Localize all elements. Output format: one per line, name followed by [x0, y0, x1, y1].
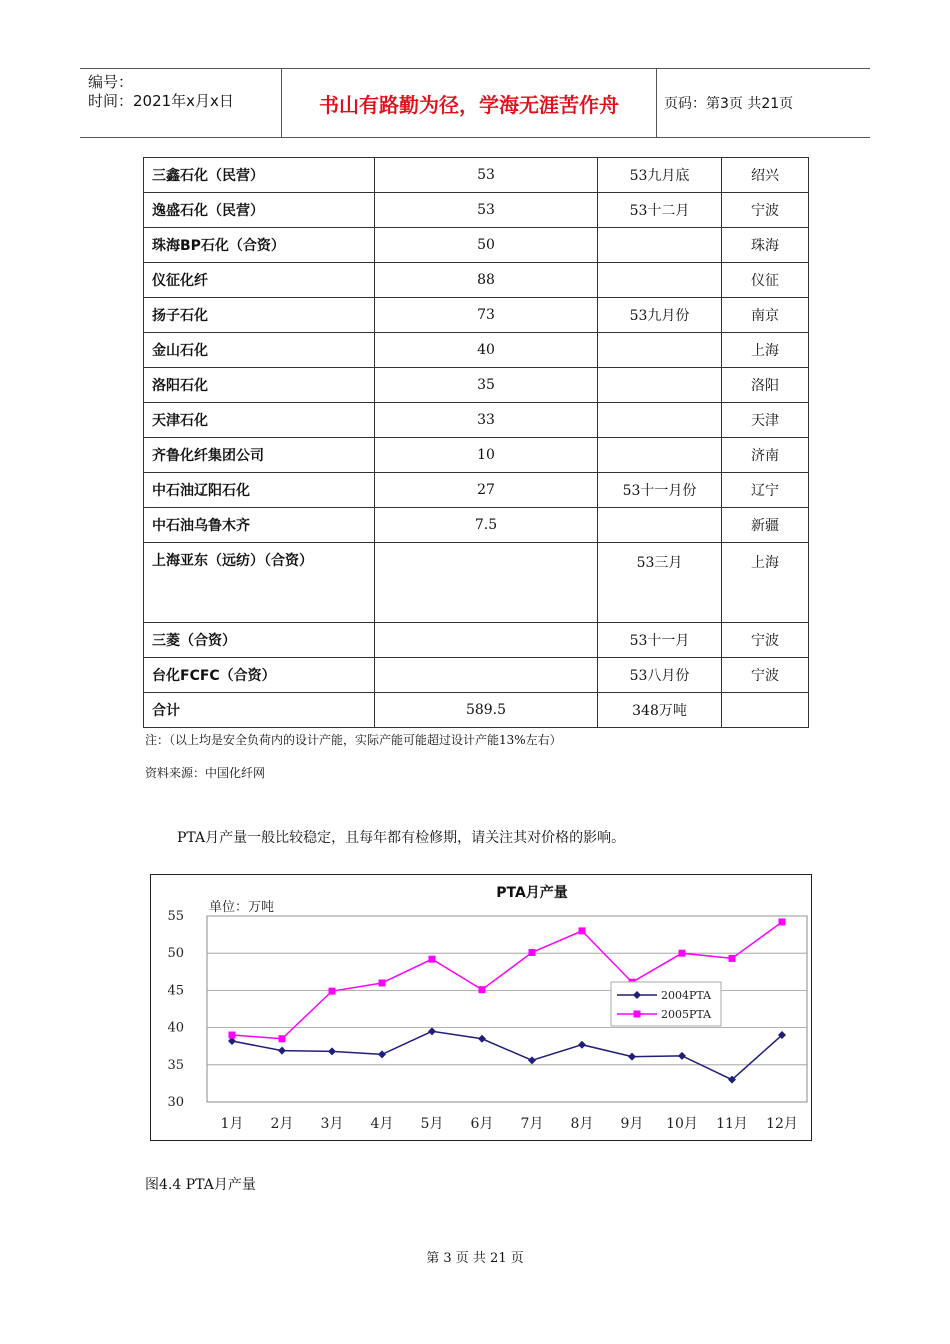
capacity-table-body	[144, 158, 809, 728]
table-row	[144, 508, 809, 543]
capacity-cell: 10	[375, 438, 598, 473]
x-tick-label: 6月	[470, 1116, 494, 1132]
table-row	[144, 658, 809, 693]
chart-title: PTA月产量	[496, 885, 568, 901]
company-name-cell: 合计	[144, 693, 375, 728]
location-cell: 宁波	[722, 193, 809, 228]
planned-capacity-cell	[598, 228, 722, 263]
location-cell: 洛阳	[722, 368, 809, 403]
location-cell: 上海	[722, 333, 809, 368]
page-footer: 第 3 页 共 21 页	[426, 1251, 524, 1266]
document-date: 时间：2021年x月x日	[88, 92, 234, 110]
x-tick-label: 9月	[620, 1116, 644, 1132]
company-name-cell: 逸盛石化（民营）	[144, 193, 375, 228]
data-point	[729, 955, 736, 962]
data-point	[279, 1035, 286, 1042]
capacity-cell: 40	[375, 333, 598, 368]
table-row	[144, 333, 809, 368]
data-point	[479, 986, 486, 993]
data-point	[679, 950, 686, 957]
capacity-cell: 27	[375, 473, 598, 508]
company-name-cell: 中石油乌鲁木齐	[144, 508, 375, 543]
header-page-info: 页码：第3页 共21页	[664, 96, 794, 112]
company-name-cell: 洛阳石化	[144, 368, 375, 403]
chart-frame	[150, 874, 812, 1141]
company-name-cell: 台化FCFC（合资）	[144, 658, 375, 693]
legend-marker	[634, 1011, 641, 1018]
x-tick-label: 1月	[220, 1116, 244, 1132]
location-cell: 上海	[722, 543, 809, 623]
capacity-cell: 53	[375, 158, 598, 193]
table-row	[144, 158, 809, 193]
company-name-cell: 扬子石化	[144, 298, 375, 333]
location-cell: 仪征	[722, 263, 809, 298]
line-chart	[151, 875, 811, 1140]
capacity-cell: 73	[375, 298, 598, 333]
table-row	[144, 263, 809, 298]
capacity-cell: 50	[375, 228, 598, 263]
company-name-cell: 上海亚东（远纺）（合资）	[144, 543, 375, 623]
location-cell: 绍兴	[722, 158, 809, 193]
company-name-cell: 天津石化	[144, 403, 375, 438]
planned-capacity-cell	[598, 508, 722, 543]
table-row	[144, 298, 809, 333]
y-tick-label: 45	[167, 983, 184, 999]
planned-capacity-cell: 53十一月份	[598, 473, 722, 508]
planned-capacity-cell: 53九月份	[598, 298, 722, 333]
table-note: 注：（以上均是安全负荷内的设计产能，实际产能可能超过设计产能13%左右）	[145, 733, 562, 747]
planned-capacity-cell	[598, 438, 722, 473]
data-point	[579, 927, 586, 934]
data-point	[529, 949, 536, 956]
legend-label: 2004PTA	[661, 989, 712, 1002]
location-cell: 宁波	[722, 658, 809, 693]
planned-capacity-cell: 53十一月	[598, 623, 722, 658]
company-name-cell: 三鑫石化（民营）	[144, 158, 375, 193]
table-row	[144, 543, 809, 623]
capacity-cell: 7.5	[375, 508, 598, 543]
company-name-cell: 三菱（合资）	[144, 623, 375, 658]
chart-unit-label: 单位：万吨	[209, 900, 275, 915]
table-row	[144, 403, 809, 438]
company-name-cell: 中石油辽阳石化	[144, 473, 375, 508]
x-tick-label: 8月	[570, 1116, 594, 1132]
planned-capacity-cell: 53九月底	[598, 158, 722, 193]
y-tick-label: 50	[167, 946, 184, 962]
planned-capacity-cell: 53八月份	[598, 658, 722, 693]
capacity-cell	[375, 543, 598, 623]
data-point	[329, 988, 336, 995]
company-name-cell: 金山石化	[144, 333, 375, 368]
capacity-cell	[375, 658, 598, 693]
location-cell: 珠海	[722, 228, 809, 263]
y-tick-label: 55	[167, 909, 184, 924]
location-cell: 新疆	[722, 508, 809, 543]
data-point	[429, 956, 436, 963]
y-tick-label: 40	[167, 1020, 184, 1036]
planned-capacity-cell	[598, 263, 722, 298]
table-row	[144, 473, 809, 508]
capacity-cell: 88	[375, 263, 598, 298]
data-point	[379, 979, 386, 986]
planned-capacity-cell	[598, 333, 722, 368]
planned-capacity-cell	[598, 403, 722, 438]
x-tick-label: 2月	[270, 1116, 294, 1132]
location-cell: 南京	[722, 298, 809, 333]
x-tick-label: 10月	[666, 1116, 698, 1132]
company-name-cell: 齐鲁化纤集团公司	[144, 438, 375, 473]
header-meta	[80, 69, 281, 137]
table-row	[144, 438, 809, 473]
company-name-cell: 仪征化纤	[144, 263, 375, 298]
header-motto: 书山有路勤为径，学海无涯苦作舟	[281, 69, 657, 137]
location-cell	[722, 693, 809, 728]
x-tick-label: 5月	[420, 1116, 444, 1132]
capacity-cell: 589.5	[375, 693, 598, 728]
y-tick-label: 30	[167, 1095, 184, 1110]
capacity-cell	[375, 623, 598, 658]
planned-capacity-cell: 53三月	[598, 543, 722, 623]
table-row	[144, 193, 809, 228]
capacity-cell: 35	[375, 368, 598, 403]
x-tick-label: 7月	[520, 1116, 544, 1132]
planned-capacity-cell	[598, 368, 722, 403]
location-cell: 天津	[722, 403, 809, 438]
body-paragraph: PTA月产量一般比较稳定，且每年都有检修期，请关注其对价格的影响。	[177, 830, 626, 846]
table-row	[144, 623, 809, 658]
document-number-label: 编号：	[88, 73, 134, 91]
capacity-cell: 53	[375, 193, 598, 228]
y-tick-label: 35	[167, 1057, 184, 1073]
location-cell: 辽宁	[722, 473, 809, 508]
figure-caption: 图4.4 PTA月产量	[145, 1177, 256, 1193]
data-point	[779, 918, 786, 925]
x-tick-label: 12月	[766, 1116, 798, 1132]
location-cell: 宁波	[722, 623, 809, 658]
location-cell: 济南	[722, 438, 809, 473]
page-header	[80, 68, 870, 138]
x-tick-label: 3月	[320, 1116, 344, 1132]
planned-capacity-cell: 348万吨	[598, 693, 722, 728]
table-source: 资料来源：中国化纤网	[145, 766, 266, 780]
x-tick-label: 11月	[716, 1116, 748, 1132]
x-tick-label: 4月	[370, 1116, 394, 1132]
legend-label: 2005PTA	[661, 1008, 712, 1021]
table-row	[144, 368, 809, 403]
capacity-cell: 33	[375, 403, 598, 438]
capacity-table	[143, 157, 809, 728]
company-name-cell: 珠海BP石化（合资）	[144, 228, 375, 263]
table-row	[144, 228, 809, 263]
table-row	[144, 693, 809, 728]
planned-capacity-cell: 53十二月	[598, 193, 722, 228]
data-point	[229, 1032, 236, 1039]
